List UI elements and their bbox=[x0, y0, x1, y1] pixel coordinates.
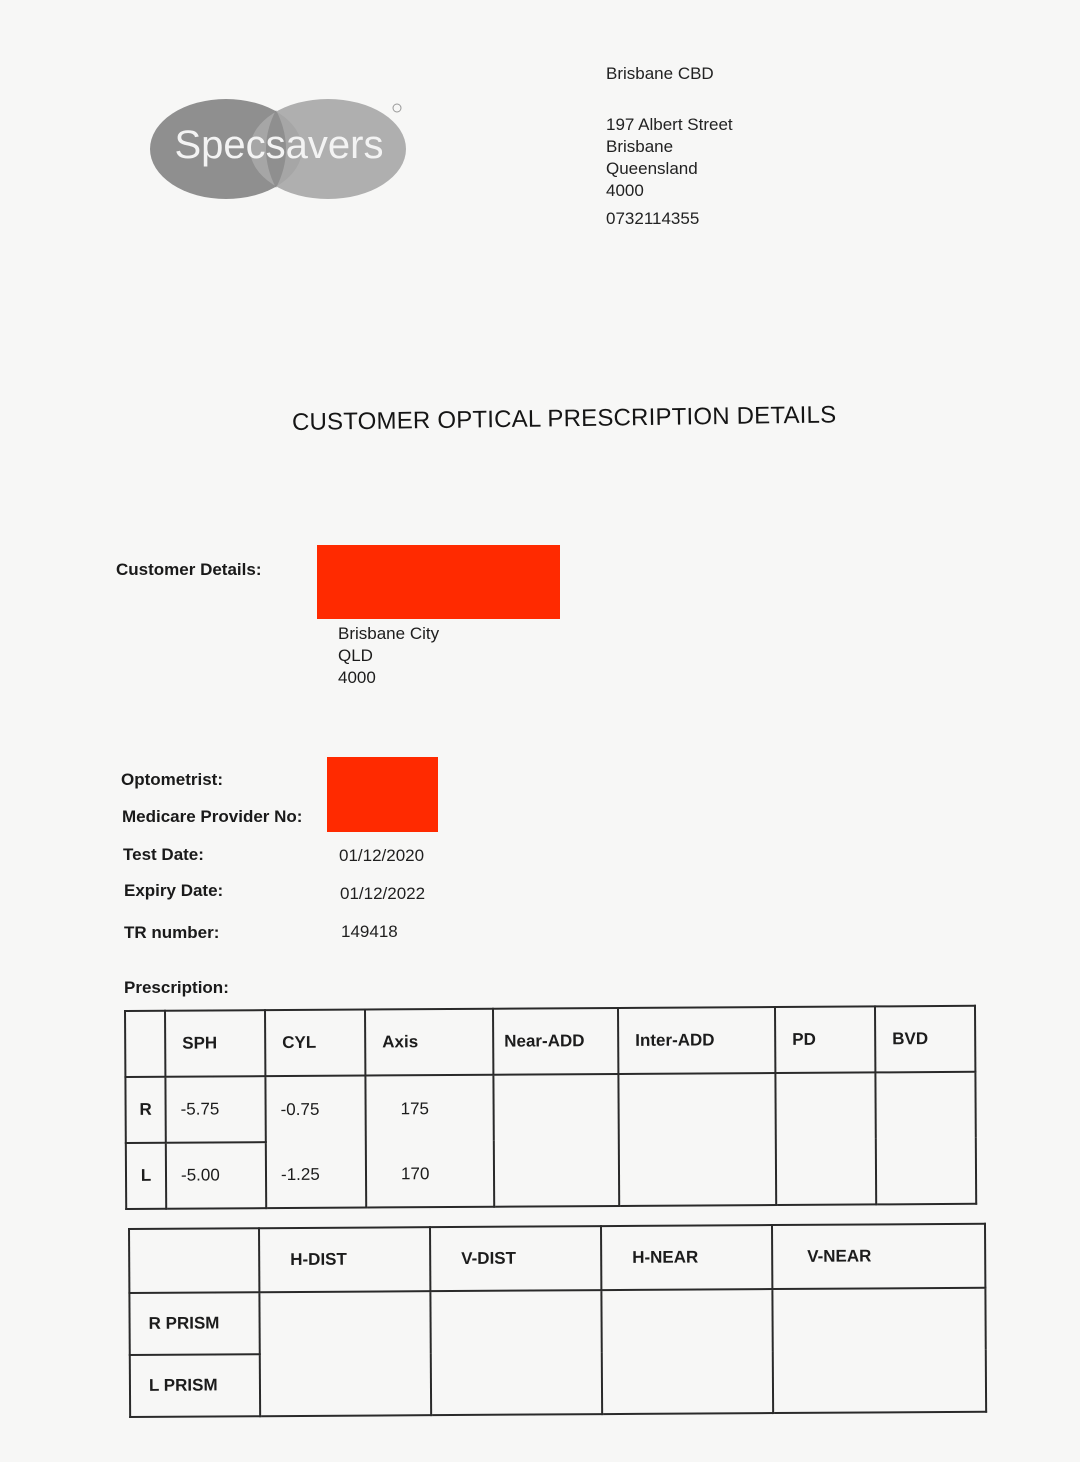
header-sph: SPH bbox=[165, 1010, 265, 1077]
l-pd bbox=[776, 1138, 876, 1205]
store-phone: 0732114355 bbox=[606, 209, 700, 228]
customer-details-label: Customer Details: bbox=[116, 560, 262, 579]
r-prism-v-near bbox=[772, 1288, 985, 1351]
row-side-l: L bbox=[126, 1143, 166, 1209]
store-state: Queensland bbox=[606, 159, 698, 178]
prism-table bbox=[128, 1223, 987, 1418]
customer-state: QLD bbox=[338, 646, 373, 665]
l-prism-h-dist bbox=[260, 1353, 431, 1416]
r-axis: 175 bbox=[365, 1075, 493, 1142]
l-prism-v-dist bbox=[431, 1352, 602, 1415]
store-address bbox=[606, 63, 733, 230]
table-row bbox=[125, 1072, 975, 1143]
header-corner bbox=[125, 1011, 165, 1077]
l-sph: -5.00 bbox=[166, 1142, 266, 1209]
prescription-label: Prescription: bbox=[124, 978, 229, 997]
table-row bbox=[130, 1350, 986, 1417]
customer-redaction bbox=[317, 545, 560, 619]
store-city: Brisbane bbox=[606, 137, 674, 156]
test-date-value: 01/12/2020 bbox=[339, 846, 425, 865]
header-axis: Axis bbox=[365, 1009, 493, 1076]
customer-address bbox=[338, 623, 439, 689]
store-street: 197 Albert Street bbox=[606, 115, 733, 134]
medicare-label: Medicare Provider No: bbox=[122, 807, 303, 826]
r-prism-label: R PRISM bbox=[129, 1292, 259, 1355]
prism-header-corner bbox=[129, 1228, 259, 1293]
store-postcode: 4000 bbox=[606, 181, 644, 200]
header-cyl: CYL bbox=[265, 1010, 365, 1077]
tr-number-value: 149418 bbox=[341, 922, 398, 941]
l-bvd bbox=[876, 1138, 976, 1205]
l-near-add bbox=[494, 1140, 619, 1207]
prism-header-row bbox=[129, 1224, 985, 1293]
l-cyl: -1.25 bbox=[266, 1142, 366, 1209]
table-row bbox=[126, 1138, 976, 1209]
optometrist-redaction bbox=[327, 757, 438, 832]
r-pd bbox=[775, 1072, 875, 1139]
r-bvd bbox=[875, 1072, 975, 1139]
r-inter-add bbox=[618, 1073, 775, 1140]
expiry-date-label: Expiry Date: bbox=[124, 881, 224, 900]
specsavers-logo bbox=[148, 96, 410, 202]
l-inter-add bbox=[619, 1139, 776, 1206]
store-name: Brisbane CBD bbox=[606, 64, 714, 83]
header-pd: PD bbox=[775, 1006, 875, 1073]
header-h-dist: H-DIST bbox=[259, 1227, 430, 1292]
header-near-add: Near-ADD bbox=[493, 1008, 618, 1075]
table-row bbox=[129, 1288, 985, 1355]
r-prism-h-dist bbox=[259, 1291, 430, 1354]
test-date-label: Test Date: bbox=[123, 845, 204, 864]
header-inter-add: Inter-ADD bbox=[618, 1007, 775, 1074]
tr-number-label: TR number: bbox=[124, 923, 220, 942]
r-prism-v-dist bbox=[430, 1290, 601, 1353]
r-cyl: -0.75 bbox=[265, 1076, 365, 1143]
r-sph: -5.75 bbox=[165, 1076, 265, 1143]
row-side-r: R bbox=[125, 1077, 165, 1143]
prescription-header-row bbox=[125, 1006, 975, 1077]
header-v-dist: V-DIST bbox=[430, 1226, 601, 1291]
logo-wordmark: Specsavers bbox=[174, 123, 384, 167]
expiry-date-value: 01/12/2022 bbox=[340, 884, 426, 903]
customer-city: Brisbane City bbox=[338, 624, 440, 643]
l-prism-label: L PRISM bbox=[130, 1354, 260, 1417]
l-axis: 170 bbox=[366, 1141, 494, 1208]
header-v-near: V-NEAR bbox=[772, 1224, 985, 1289]
header-bvd: BVD bbox=[875, 1006, 975, 1073]
r-prism-h-near bbox=[601, 1289, 772, 1352]
document-title: CUSTOMER OPTICAL PRESCRIPTION DETAILS bbox=[291, 401, 837, 436]
optometrist-label: Optometrist: bbox=[121, 770, 223, 789]
header-h-near: H-NEAR bbox=[601, 1225, 772, 1290]
l-prism-h-near bbox=[602, 1351, 773, 1414]
prescription-table bbox=[124, 1005, 977, 1210]
l-prism-v-near bbox=[773, 1350, 986, 1413]
customer-postcode: 4000 bbox=[338, 668, 376, 687]
r-near-add bbox=[493, 1074, 618, 1141]
